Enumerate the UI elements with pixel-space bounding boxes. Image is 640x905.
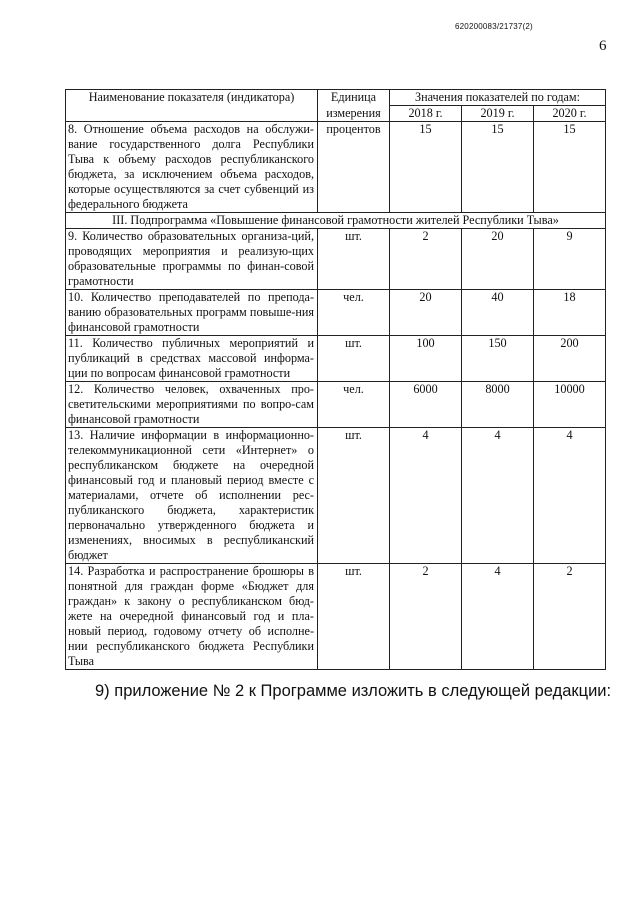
unit-cell: шт. <box>318 229 390 290</box>
value-2020-cell: 200 <box>534 336 606 382</box>
table-row <box>66 428 606 564</box>
table-row <box>66 290 606 336</box>
value-2020-cell: 10000 <box>534 382 606 428</box>
header-indicator-name: Наименование показателя (индикатора) <box>66 90 318 122</box>
unit-cell: процентов <box>318 122 390 213</box>
value-2019-cell: 40 <box>462 290 534 336</box>
table-header <box>66 90 606 122</box>
header-year-2019: 2019 г. <box>462 106 534 122</box>
section-row <box>66 213 606 229</box>
value-2018-cell: 15 <box>390 122 462 213</box>
table-section <box>66 213 606 229</box>
value-2019-cell: 15 <box>462 122 534 213</box>
page-number: 6 <box>599 38 607 54</box>
value-2020-cell: 2 <box>534 564 606 670</box>
value-2018-cell: 4 <box>390 428 462 564</box>
header-year-2020: 2020 г. <box>534 106 606 122</box>
section-title: III. Подпрограмма «Повышение финансовой грамотности жителей Республики Тыва» <box>66 213 606 229</box>
value-2019-cell: 20 <box>462 229 534 290</box>
closing-paragraph: 9) приложение № 2 к Программе изложить в следующей редакции: <box>95 682 612 700</box>
value-2018-cell: 20 <box>390 290 462 336</box>
table-body-part2 <box>66 229 606 670</box>
indicators-table <box>65 89 606 670</box>
header-unit-line1: Единица <box>318 90 390 106</box>
value-2020-cell: 18 <box>534 290 606 336</box>
table-row <box>66 564 606 670</box>
unit-cell: шт. <box>318 564 390 670</box>
document-id: 620200083/21737(2) <box>455 22 533 31</box>
indicator-name-cell: 9. Количество образовательных организа-ций, проводящих мероприятия и реализую-щих образовательные программы по финан-совой грамотности <box>66 229 318 290</box>
table-row <box>66 229 606 290</box>
header-values-group: Значения показателей по годам: <box>390 90 606 106</box>
indicator-name-cell: 8. Отношение объема расходов на обслужи-вание государственного долга Республики Тыва к объему расходов республиканского бюджета, за исключением объема расходов, которые осуществляются за счет субвенций из федерального бюджета <box>66 122 318 213</box>
indicator-name-cell: 14. Разработка и распространение брошюры в понятной для граждан форме «Бюджет для граждан» к закону о республиканском бюд-жете на очередной финансовый год и пла-новый период, годовому отчету об исполне-нии республиканского бюджета Республики Тыва <box>66 564 318 670</box>
table-row <box>66 336 606 382</box>
header-year-2018: 2018 г. <box>390 106 462 122</box>
value-2019-cell: 8000 <box>462 382 534 428</box>
indicator-name-cell: 12. Количество человек, охваченных про-светительскими мероприятиями по вопро-сам финансовой грамотности <box>66 382 318 428</box>
value-2020-cell: 15 <box>534 122 606 213</box>
value-2018-cell: 2 <box>390 564 462 670</box>
unit-cell: шт. <box>318 428 390 564</box>
value-2020-cell: 4 <box>534 428 606 564</box>
unit-cell: чел. <box>318 382 390 428</box>
value-2018-cell: 2 <box>390 229 462 290</box>
value-2020-cell: 9 <box>534 229 606 290</box>
table-row <box>66 122 606 213</box>
header-unit-line2: измерения <box>318 106 390 122</box>
table-body-part1 <box>66 122 606 213</box>
value-2018-cell: 6000 <box>390 382 462 428</box>
unit-cell: шт. <box>318 336 390 382</box>
indicator-name-cell: 10. Количество преподавателей по препода-ванию образовательных программ повыше-ния финансовой грамотности <box>66 290 318 336</box>
indicator-name-cell: 13. Наличие информации в информационно-телекоммуникационной сети «Интернет» о республиканском бюджете на очередной финансовый год и плановый период вместе с материалами, отчете об исполнении рес-публиканского бюджета, характеристик первоначально утвержденного бюджета и изменениях, вносимых в республиканский бюджет <box>66 428 318 564</box>
value-2019-cell: 4 <box>462 564 534 670</box>
value-2018-cell: 100 <box>390 336 462 382</box>
indicator-name-cell: 11. Количество публичных мероприятий и публикаций в средствах массовой информа-ции по вопросам финансовой грамотности <box>66 336 318 382</box>
table-row <box>66 382 606 428</box>
value-2019-cell: 150 <box>462 336 534 382</box>
unit-cell: чел. <box>318 290 390 336</box>
value-2019-cell: 4 <box>462 428 534 564</box>
